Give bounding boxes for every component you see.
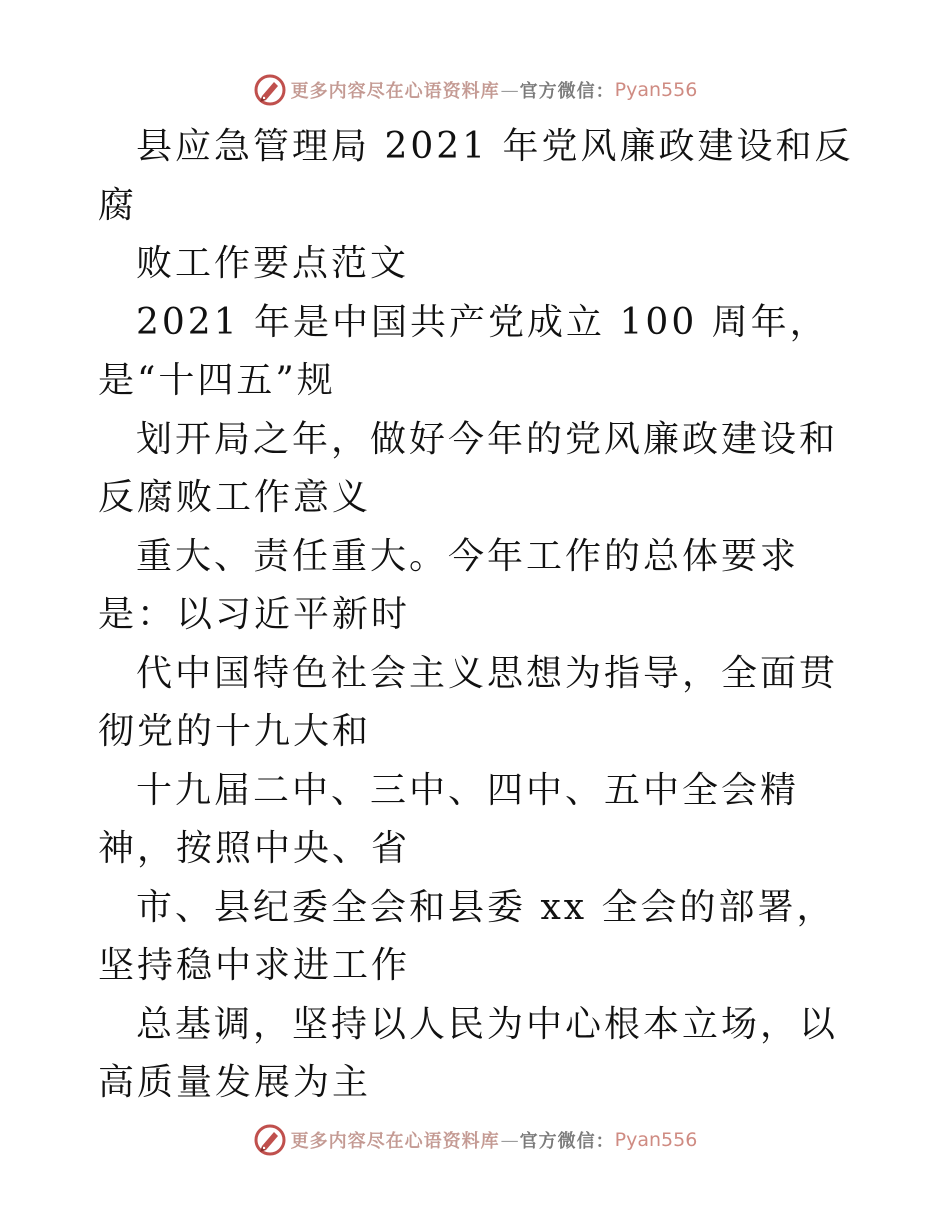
pen-logo-icon	[253, 1123, 287, 1157]
banner-wechat-id: Pyan556	[614, 1129, 698, 1151]
banner-main-text: 更多内容尽在心语资料库	[290, 81, 500, 102]
paragraph-2: 划开局之年，做好今年的党风廉政建设和反腐败工作意义	[98, 418, 839, 518]
paragraph-3: 重大、责任重大。今年工作的总体要求是：以习近平新时	[98, 535, 800, 635]
document-title-line-1: 县应急管理局 2021 年党风廉政建设和反腐	[98, 126, 854, 226]
paragraph-4: 代中国特色社会主义思想为指导，全面贯彻党的十九大和	[98, 652, 839, 752]
banner-main-text: 更多内容尽在心语资料库	[290, 1131, 500, 1152]
paragraph-5: 十九届二中、三中、四中、五中全会精神，按照中央、省	[98, 769, 800, 869]
paragraph-1: 2021 年是中国共产党成立 100 周年，是“十四五”规	[98, 301, 829, 401]
footer-banner	[0, 1120, 950, 1160]
paragraph-7: 总基调，坚持以人民为中心根本立场，以高质量发展为主	[98, 1003, 839, 1103]
pen-logo-icon	[253, 73, 287, 107]
banner-wechat-id: Pyan556	[614, 79, 698, 101]
banner-dash: —	[500, 1129, 519, 1151]
banner-official-label: 官方微信：	[519, 1131, 615, 1152]
paragraph-6: 市、县纪委全会和县委 xx 全会的部署，坚持稳中求进工作	[98, 886, 836, 986]
banner-dash: —	[500, 79, 519, 101]
header-banner	[0, 70, 950, 110]
document-body	[98, 118, 858, 1113]
banner-official-label: 官方微信：	[519, 81, 615, 102]
document-title-line-2: 败工作要点范文	[136, 243, 410, 284]
